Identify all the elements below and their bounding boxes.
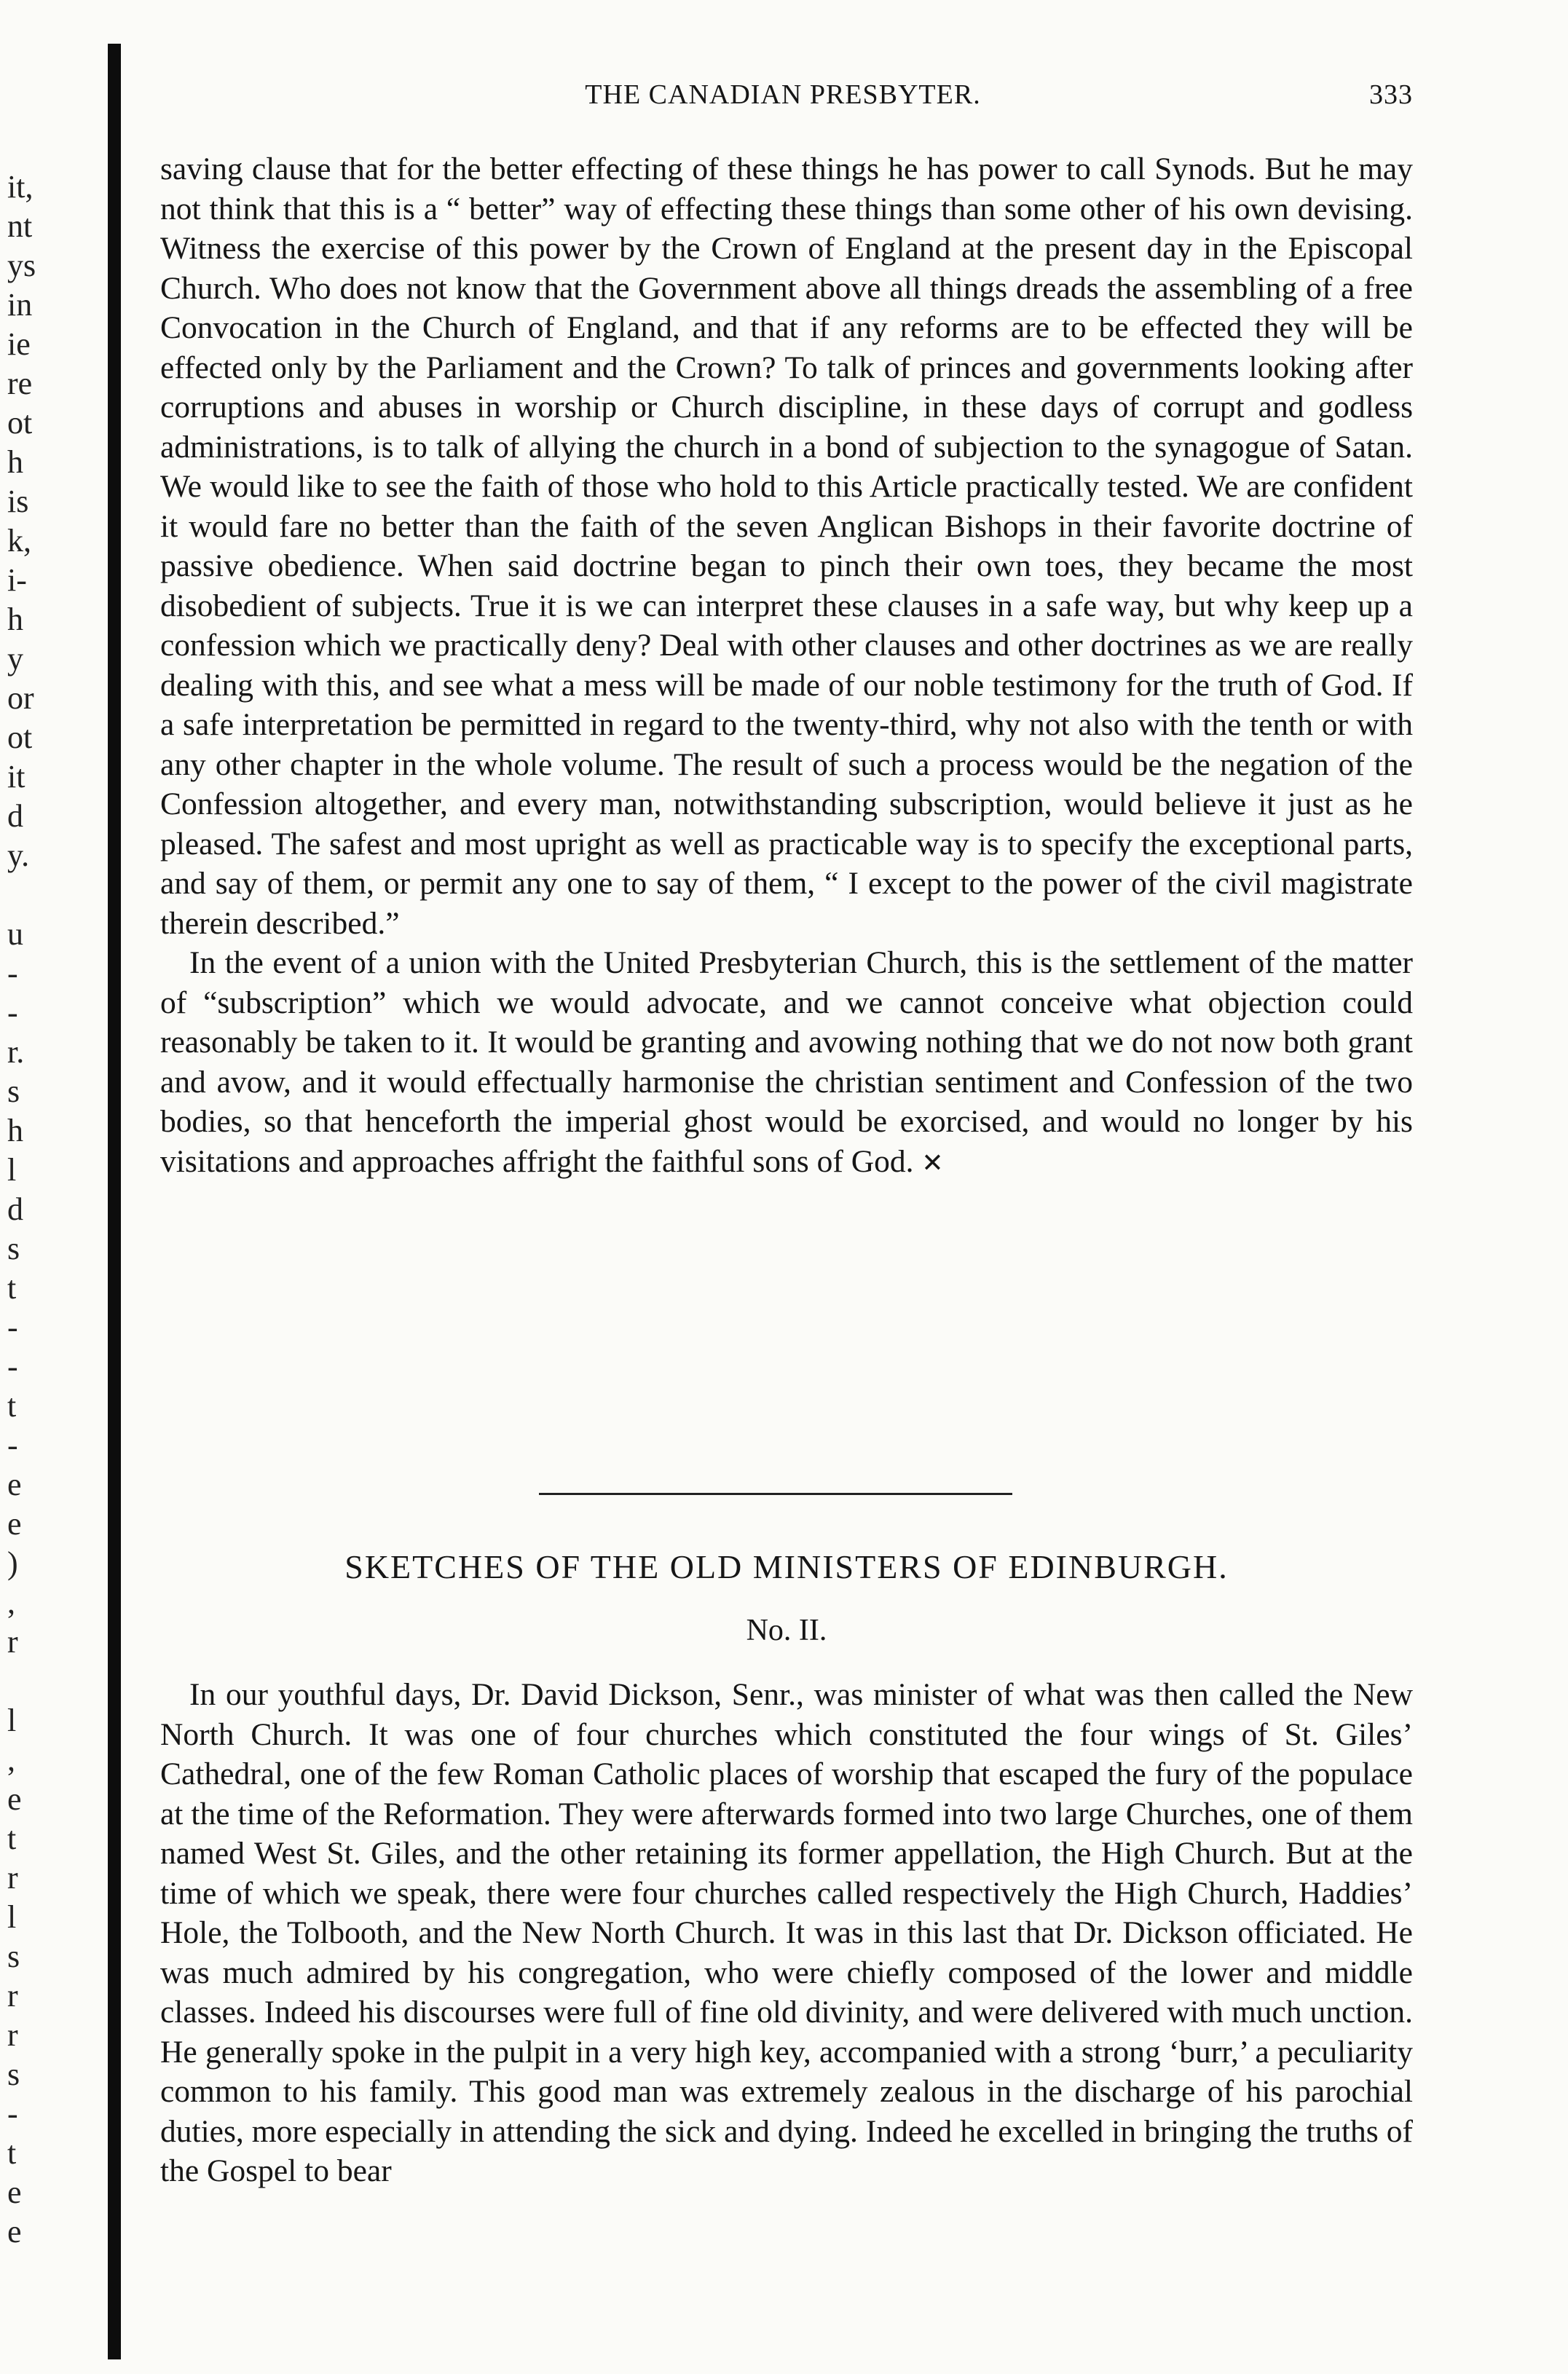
margin-fragment: ot (7, 405, 33, 441)
margin-fragment: r (7, 2017, 18, 2053)
margin-fragment: - (7, 955, 18, 991)
margin-fragment: l (7, 1899, 17, 1935)
margin-fragment: s (7, 2056, 20, 2092)
margin-fragment: r (7, 1860, 18, 1896)
section-subtitle: No. II. (746, 1614, 827, 1647)
margin-fragment: ie (7, 326, 31, 362)
running-header (153, 73, 1413, 124)
paragraph: saving clause that for the better effecting of these things he has power to call Synods. But he may not think that this is a “ better” way of effecting these things than some other of his own devising. Witness the exercise of this power by the Crown of England at the present day in the Episcopal Church. Who does not know that the Government above all things dreads the assembling of a free Convocation in the Church of England, and that if any reforms are to be effected they will be effected only by the Parliament and the Crown? To talk of princes and governments looking after corruptions and abuses in worship or Church discipline, in these days of corrupt and godless administrations, is to talk of allying the church in a bond of subjection to the synagogue of Satan. We would like to see the faith of those who hold to this Article practically tested. We are confident it would fare no better than the faith of the seven Anglican Bishops in their favorite doctrine of passive obedience. When said doctrine began to pinch their own toes, they became the most disobedient of subjects. True it is we can interpret these clauses in a safe way, but why keep up a confession which we practically deny? Deal with other clauses and other doctrines as we are really dealing with this, and see what a mess will be made of our noble testimony for the truth of God. If a safe interpretation be permitted in regard to the twenty-third, why not also with the tenth or with any other chapter in the whole volume. The result of such a process would be the negation of the Confession altogether, and every man, notwithstanding subscription, would believe it just as he pleased. The safest and most upright as well as practicable way is to specify the exceptional parts, and say of them, or permit any one to say of them, “ I except to the power of the civil magistrate therein described.” (160, 151, 1413, 941)
margin-fragment: y. (7, 837, 30, 873)
margin-fragment: , (7, 1742, 15, 1778)
running-title: THE CANADIAN PRESBYTER. (585, 79, 981, 110)
margin-fragment: - (7, 2096, 18, 2132)
margin-fragment: l (7, 1152, 17, 1188)
margin-fragment: t (7, 1270, 17, 1306)
margin-fragment: ot (7, 719, 33, 755)
margin-fragment: ys (7, 248, 36, 283)
margin-fragment: e (7, 1781, 22, 1817)
margin-fragment: e (7, 2214, 22, 2249)
margin-fragment: nt (7, 208, 33, 244)
margin-fragment: h (7, 1113, 23, 1148)
margin-fragment: e (7, 2174, 22, 2210)
margin-fragment: or (7, 680, 34, 716)
margin-fragment: e (7, 1467, 22, 1502)
margin-fragment: s (7, 1939, 20, 1974)
margin-fragment: t (7, 1388, 17, 1424)
margin-fragment (0, 875, 102, 915)
margin-fragment: t (7, 1821, 17, 1856)
margin-fragment: s (7, 1073, 20, 1109)
margin-fragment: e (7, 1506, 22, 1542)
margin-fragment: r (7, 1624, 18, 1660)
margin-fragment: is (7, 484, 29, 519)
book-spine-shadow (108, 44, 121, 2359)
paragraph: In our youthful days, Dr. David Dickson, Senr., was minister of what was then called the New North Church. It was one of four churches which constituted the four wings of St. Giles’ Cathedral, one of the few Roman Catholic places of worship that escaped the fury of the populace at the time of the Reformation. They were afterwards formed into two large Churches, one of them named West St. Giles, and the other retaining its former appellation, the High Church. But at the time of which we speak, there were four churches called respectively the High Church, Haddies’ Hole, the Tolbooth, and the New North Church. It was in this last that Dr. Dickson officiated. He was much admired by his congregation, who were chiefly composed of the lower and middle classes. Indeed his discourses were full of fine old divinity, and were delivered with much unction. He generally spoke in the pulpit in a very high key, accompanied with a strong ‘burr,’ a peculiarity common to his family. This good man was extremely zealous in the discharge of his parochial duties, more especially in attending the sick and dying. Indeed he excelled in bringing the truths of the Gospel to bear (160, 1677, 1413, 2188)
section-divider (539, 1493, 1012, 1495)
margin-fragment (0, 1662, 102, 1701)
margin-fragment: re (7, 366, 33, 401)
margin-fragment: it, (7, 169, 34, 205)
x-mark-icon: ✕ (921, 1148, 944, 1178)
section-title: SKETCHES OF THE OLD MINISTERS OF EDINBURGH. (344, 1548, 1229, 1585)
margin-fragment: u (7, 916, 23, 952)
margin-fragment: - (7, 1349, 18, 1384)
margin-fragment: s (7, 1231, 20, 1266)
margin-fragment: - (7, 995, 18, 1030)
margin-fragments (0, 167, 102, 2338)
margin-fragment: , (7, 1585, 15, 1620)
margin-fragment: it (7, 759, 25, 794)
margin-fragment: y (7, 641, 23, 677)
paragraph-text: In the event of a union with the United Presbyterian Church, this is the settlement of the matter of “subscription” which we would advocate, and we cannot conceive what objection could reasonably be taken to it. It would be granting and avowing nothing that we do not now both grant and avow, and it would effectually harmonise the christian sentiment and Confession of the two bodies, so that henceforth the imperial ghost would be exorcised, and would no longer by his visitations and approaches affright the faithful sons of God. (160, 945, 1413, 1179)
page-number: 333 (1369, 79, 1413, 110)
margin-fragment: - (7, 1427, 18, 1463)
lower-article (160, 1675, 1413, 2191)
margin-fragment: d (7, 798, 23, 834)
margin-fragment: r. (7, 1034, 25, 1070)
margin-fragment: k, (7, 523, 31, 559)
margin-fragment: r (7, 1978, 18, 2014)
margin-fragment: ) (7, 1545, 18, 1581)
margin-fragment: h (7, 444, 23, 480)
margin-fragment: l (7, 1703, 17, 1738)
margin-fragment: t (7, 2135, 17, 2171)
margin-fragment: d (7, 1191, 23, 1227)
paragraph (160, 943, 1413, 1183)
margin-fragment: h (7, 602, 23, 637)
margin-fragment: i- (7, 562, 27, 598)
margin-fragment: - (7, 1309, 18, 1345)
upper-article (160, 149, 1413, 1183)
margin-fragment: in (7, 287, 33, 323)
